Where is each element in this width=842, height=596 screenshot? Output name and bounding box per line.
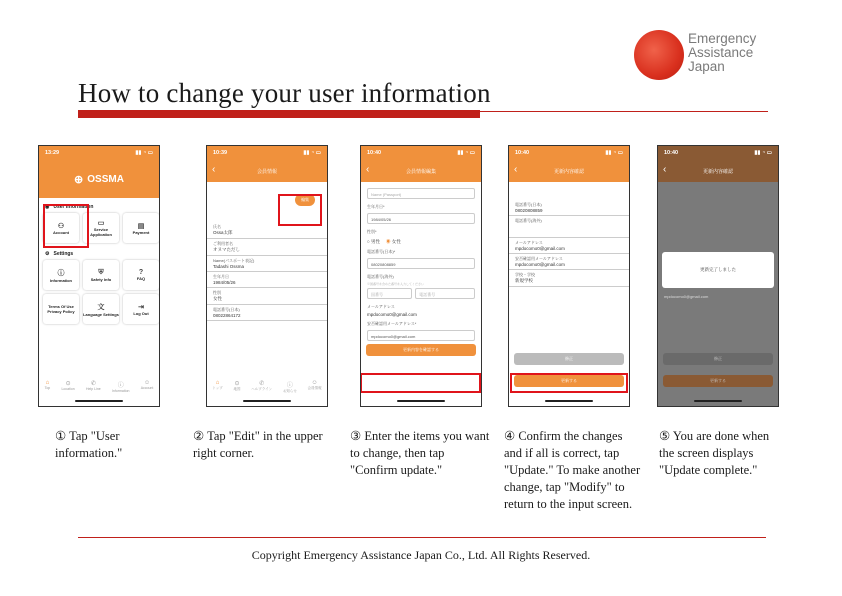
copyright-footer: Copyright Emergency Assistance Japan Co., Ltd. All Rights Reserved. (251, 548, 591, 562)
pin-icon: ⊙ (65, 381, 71, 387)
highlight-box (510, 373, 628, 393)
user-info-section-title: ◉ User Information (45, 204, 94, 210)
tab-help-line[interactable]: ✆ Help Line (85, 381, 101, 391)
terms-tile[interactable]: Terms Of Use Privacy Policy (43, 294, 79, 324)
status-bar: 10:39 ▮▮ ◔ ▭ (207, 146, 327, 160)
field-row: 電話番号(日本) 08022864172 (207, 305, 327, 321)
step-2-caption: ② Tap "Edit" in the upper right corner. (193, 429, 323, 460)
step-5-caption: ⑤ You are done when the screen displays "Update complete." (659, 429, 770, 477)
home-indicator (75, 400, 123, 402)
payment-tile[interactable]: ▤ Payment (123, 213, 159, 243)
phone-screenshot-2 (206, 145, 328, 407)
update-complete-dialog: 更新完了しました (662, 252, 774, 288)
status-bar: 10:40 ▮▮ ◔ ▭ (361, 146, 481, 160)
country-code-input[interactable]: 国番号 (367, 288, 412, 299)
settings-tiles (39, 260, 159, 324)
step-3-caption: ③ Enter the items you want to change, then tap "Confirm update." (350, 429, 490, 477)
home-indicator (694, 400, 742, 402)
info-icon: ⓘ (57, 269, 65, 277)
tab-notices[interactable]: ⓘ お知らせ (283, 380, 297, 396)
field-row: 生年月日 1984/05/26 (207, 272, 327, 288)
phone-screenshot-1 (38, 145, 160, 407)
information-tile[interactable]: ⓘ Information (43, 260, 79, 290)
phone-screenshot-4 (508, 145, 630, 407)
name-input[interactable]: Name (Passport) (367, 188, 475, 199)
logo-text: Emergency Assistance Japan (688, 31, 757, 74)
phone-jp-input[interactable]: 08020808859 (367, 258, 475, 269)
safety-email-input[interactable]: mpdocomo0@gmail.com (367, 330, 475, 341)
gender-female-radio[interactable]: ◉ 女性 (385, 239, 401, 244)
dob-label: 生年月日* (367, 204, 385, 209)
back-icon: ‹ (663, 164, 667, 175)
tab-location[interactable]: ⊙ Location (61, 381, 75, 391)
user-circle-icon: ◉ (45, 204, 50, 210)
tab-top[interactable]: ⌂ Top (44, 380, 51, 390)
gear-icon: ⚙ (45, 251, 50, 257)
update-button[interactable]: 更新する (514, 375, 624, 387)
app-bar: ‹ 更新内容確認 (509, 160, 629, 182)
edit-button[interactable]: 編集 (295, 194, 315, 206)
account-tile[interactable]: ⚇ Account (43, 213, 79, 243)
logout-tile[interactable]: ⇥ Log Out (123, 294, 159, 324)
email-value: mpdocomo0@gmail.com (367, 312, 417, 317)
card-icon: ▤ (137, 222, 145, 230)
back-icon[interactable]: ‹ (212, 164, 216, 175)
safety-email-label: 安否確認用メールアドレス* (367, 321, 417, 326)
highlight-box (43, 204, 89, 248)
step-4-caption: ④ Confirm the changes and if all is correct, tap "Update." To make another change, tap "Modify" to return to the input screen. (504, 429, 641, 511)
home-indicator (545, 400, 593, 402)
app-brand-header: ⊕ OSSMA (39, 160, 159, 198)
email-value: mpdocomo0@gmail.com (664, 294, 709, 299)
modify-button[interactable]: 修正 (514, 353, 624, 365)
gender-label: 性別* (367, 229, 377, 234)
tab-help-line[interactable]: ✆ ヘルプライン (251, 381, 273, 391)
safety-info-tile[interactable]: ⛨ Safety Info (83, 260, 119, 290)
bottom-tab-bar (39, 380, 159, 396)
person-icon: ☺ (311, 380, 318, 386)
home-icon: ⌂ (215, 380, 220, 386)
tab-member-info[interactable]: ☺ 会員情報 (307, 380, 322, 390)
tab-top[interactable]: ⌂ トップ (212, 380, 223, 390)
person-icon: ☺ (143, 380, 151, 386)
info-icon: ⓘ (286, 383, 293, 389)
home-indicator (397, 400, 445, 402)
phone-overseas-label: 電話番号(海外) (367, 274, 394, 279)
gender-male-radio[interactable]: ○ 男性 (367, 239, 380, 244)
field-row: 電話番号(日本) 08020808859 (509, 200, 629, 216)
highlight-box (278, 194, 322, 226)
faq-tile[interactable]: ? FAQ (123, 260, 159, 290)
company-logo (634, 30, 784, 90)
language-settings-tile[interactable]: 文 Language Settings (83, 294, 119, 324)
shield-icon: ⛨ (98, 268, 104, 276)
overseas-number-input[interactable]: 電話番号 (415, 288, 475, 299)
status-bar: 10:40 ▮▮ ◔ ▭ (509, 146, 629, 160)
question-icon: ? (138, 269, 144, 276)
home-indicator (243, 400, 291, 402)
tab-information[interactable]: ⓘ Information (112, 380, 130, 396)
pin-icon: ⊙ (234, 381, 240, 387)
phone-jp-label: 電話番号(日本)* (367, 249, 396, 254)
footer-divider (78, 537, 766, 538)
logo-circle-icon (634, 30, 684, 80)
document-icon: ▭ (97, 220, 105, 227)
phone-icon: ✆ (90, 381, 96, 387)
logout-icon: ⇥ (138, 303, 144, 311)
globe-icon: ⊕ (74, 173, 84, 186)
field-row: ご利用者名 オヌマただし (207, 239, 327, 256)
field-row: 電話番号(海外) (509, 216, 629, 238)
settings-section-title: ⚙ Settings (45, 251, 74, 257)
field-row: 安否確認用メールアドレス mpdocomo0@gmail.com (509, 254, 629, 270)
tab-account[interactable]: ☺ Account (140, 380, 154, 390)
person-icon: ⚇ (57, 222, 65, 230)
status-bar: 10:40 ▮▮ ◔ ▭ (658, 146, 778, 160)
field-row: 学校・学校 新規学校 (509, 270, 629, 287)
confirm-update-button[interactable]: 更新内容を確認する (366, 344, 476, 356)
field-row: メールアドレス mpdocomo0@gmail.com (509, 238, 629, 254)
dob-select[interactable]: 1984/05/26 (367, 213, 475, 224)
highlight-box (360, 373, 481, 393)
phone-icon: ✆ (259, 381, 265, 387)
update-button: 更新する (663, 375, 773, 387)
step-1-caption: ① Tap "User information." (55, 429, 123, 460)
back-icon[interactable]: ‹ (366, 164, 370, 175)
phone-screenshot-3 (360, 145, 482, 407)
email-label: メールアドレス (367, 304, 395, 309)
info-icon: ⓘ (117, 383, 124, 389)
gender-radio-group (361, 237, 481, 247)
status-bar: 13:29 ▮▮ ◔ ▭ (39, 146, 159, 160)
field-row: 性別 女性 (207, 288, 327, 305)
field-row: Name(パスポート表記) Tadashi Ossma (207, 256, 327, 272)
phone-screenshot-5 (657, 145, 779, 407)
page-title: How to change your user information (78, 78, 491, 108)
tab-map[interactable]: ⊙ 地図 (233, 381, 241, 391)
app-bar: ‹ 会員情報 (207, 160, 327, 182)
app-bar: ‹ 更新内容確認 (658, 160, 778, 182)
modify-button: 修正 (663, 353, 773, 365)
app-bar: ‹ 会員情報編集 (361, 160, 481, 182)
bottom-tab-bar (207, 380, 327, 396)
home-icon: ⌂ (45, 380, 50, 386)
phone-overseas-hint: ※国番号を含めた番号を入力してください (367, 282, 425, 286)
title-accent-bar (78, 110, 480, 118)
back-icon[interactable]: ‹ (514, 164, 518, 175)
translate-icon: 文 (97, 303, 105, 311)
field-row: 氏名 Ossa太郎 (207, 222, 327, 239)
service-application-tile[interactable]: ▭ Service Application (83, 213, 119, 243)
